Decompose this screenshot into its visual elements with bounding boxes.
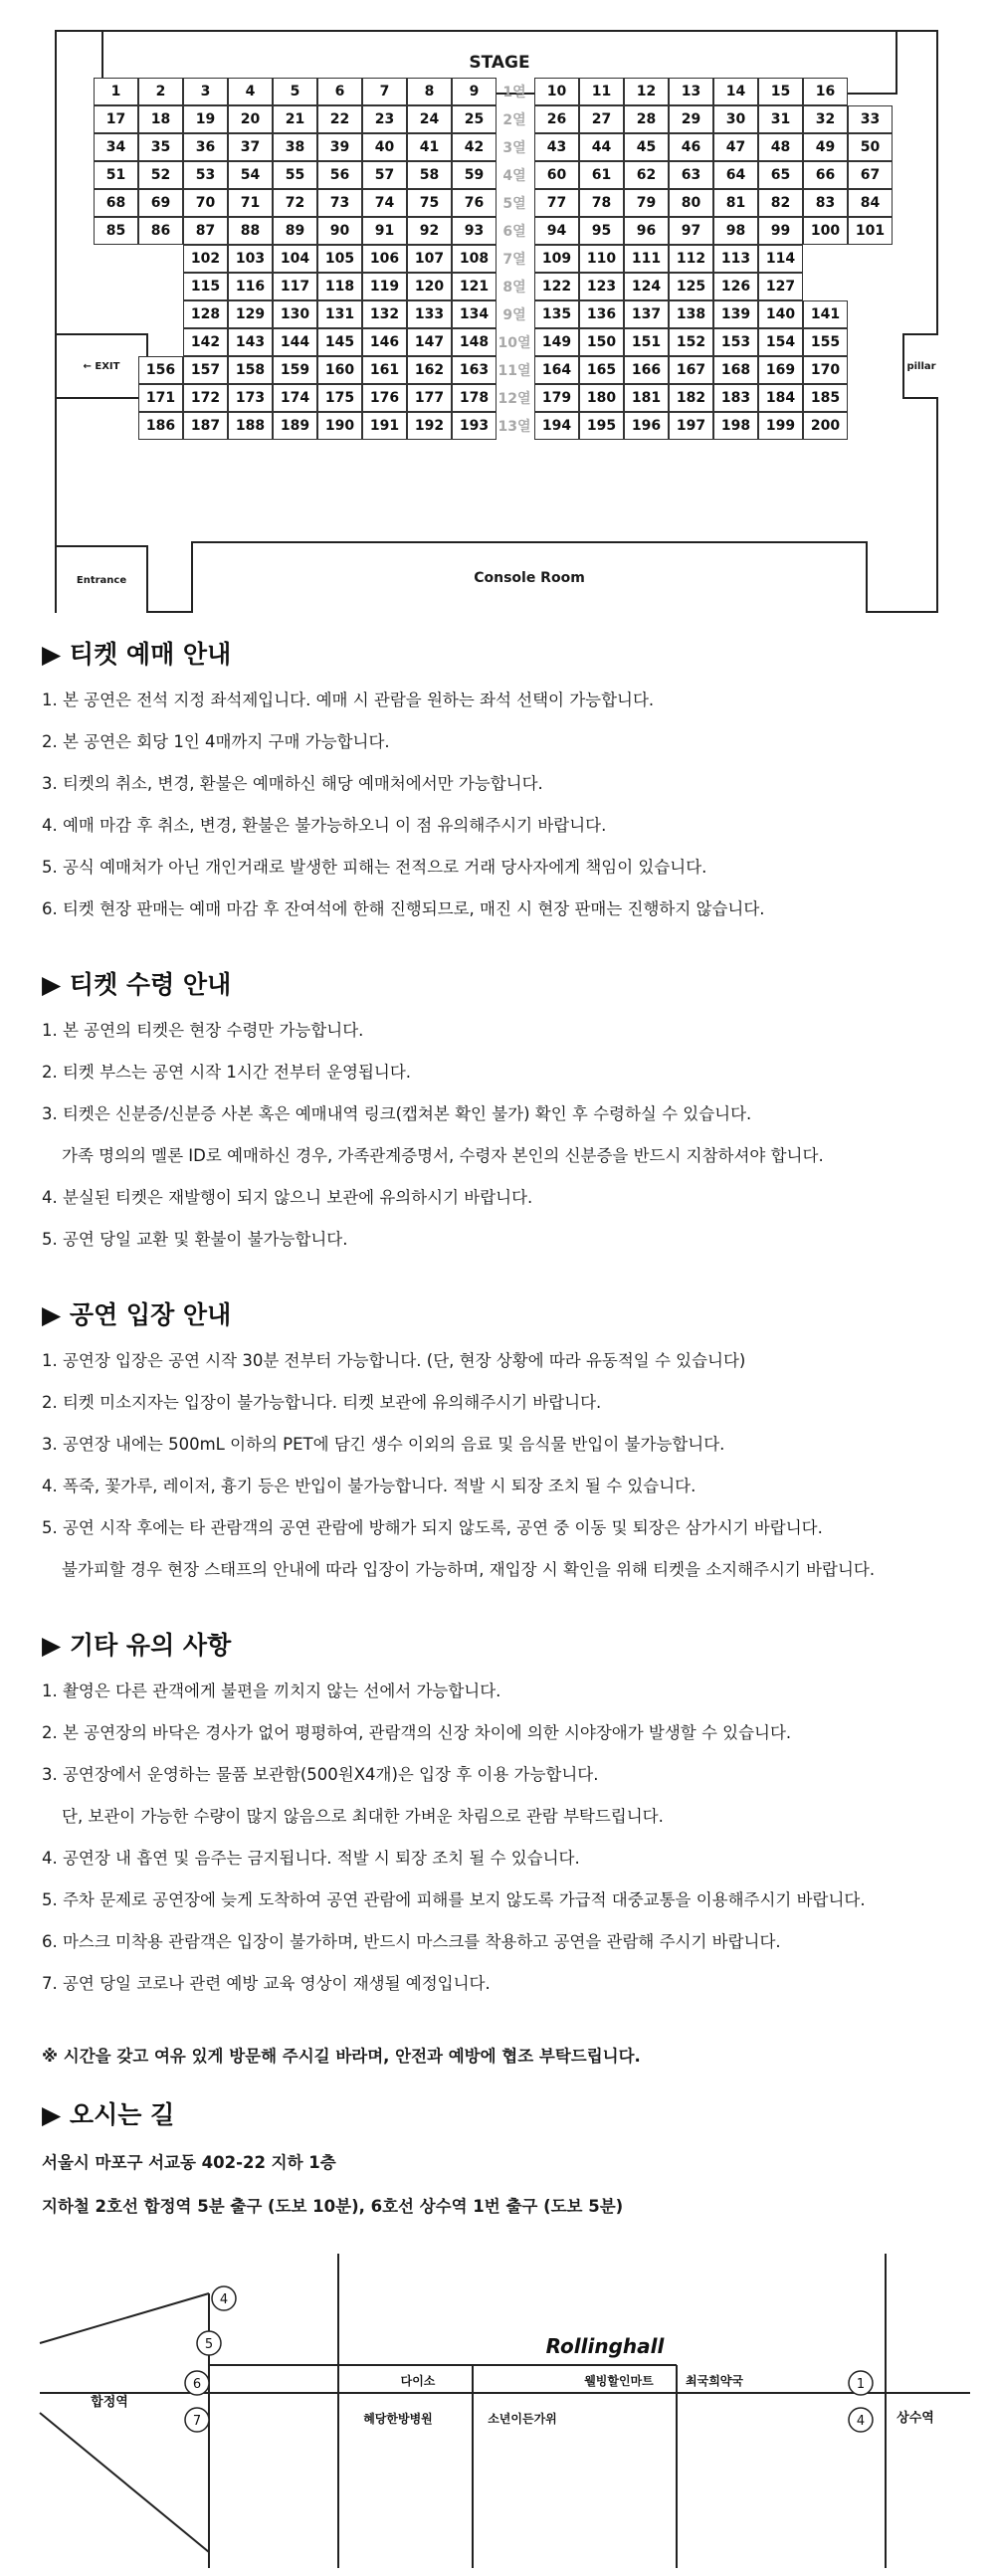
- entry-item: 5. 공연 시작 후에는 타 관람객의 공연 관람에 방해가 되지 않도록, 공연 중 이동 및 퇴장은 삼가시기 바랍니다.: [42, 1518, 823, 1537]
- seat: 147: [407, 328, 452, 356]
- other-item: 2. 본 공연장의 바닥은 경사가 없어 평평하여, 관람객의 신장 차이에 의한 시야장애가 발생할 수 있습니다.: [42, 1723, 792, 1742]
- seat: 78: [579, 189, 624, 217]
- seat: 129: [228, 300, 273, 328]
- section-title-other: ▶ 기타 유의 사항: [42, 1631, 232, 1660]
- seat: 191: [362, 412, 407, 440]
- seat: 120: [407, 273, 452, 300]
- seat: 21: [273, 105, 317, 133]
- row-label: 7열: [502, 252, 526, 268]
- transit-info: 지하철 2호선 합정역 5분 출구 (도보 10분), 6호선 상수역 1번 출구 (도보 5분): [42, 2197, 624, 2216]
- section-title-ticket-booking: ▶ 티켓 예매 안내: [42, 640, 232, 669]
- seat: 13: [669, 78, 713, 105]
- seat: 161: [362, 356, 407, 384]
- seat: 111: [624, 245, 669, 273]
- seat: 142: [183, 328, 228, 356]
- seat: 194: [534, 412, 579, 440]
- seat: 49: [803, 133, 848, 161]
- pickup-item: 1. 본 공연의 티켓은 현장 수령만 가능합니다.: [42, 1021, 364, 1040]
- seat: 38: [273, 133, 317, 161]
- seat: 184: [758, 384, 803, 412]
- seat: 123: [579, 273, 624, 300]
- exit-sign: ← EXIT: [57, 333, 148, 399]
- seat: 180: [579, 384, 624, 412]
- seat: 188: [228, 412, 273, 440]
- seat: 90: [317, 217, 362, 245]
- seat: 37: [228, 133, 273, 161]
- seat: 71: [228, 189, 273, 217]
- exit-number: 7: [192, 2414, 202, 2429]
- other-item: 단, 보관이 가능한 수량이 많지 않음으로 최대한 가벼운 차림으로 관람 부탁드립니다.: [62, 1807, 664, 1826]
- seat: 83: [803, 189, 848, 217]
- seat: 100: [803, 217, 848, 245]
- row-label: 10열: [498, 335, 531, 351]
- row-label: 3열: [502, 140, 526, 156]
- seat: 164: [534, 356, 579, 384]
- seat: 29: [669, 105, 713, 133]
- seat: 46: [669, 133, 713, 161]
- seat: 50: [848, 133, 893, 161]
- booking-item: 3. 티켓의 취소, 변경, 환불은 예매하신 해당 예매처에서만 가능합니다.: [42, 774, 543, 793]
- venue-rollinghall: Rollinghall: [545, 2334, 665, 2358]
- seat: 156: [138, 356, 183, 384]
- seat: 70: [183, 189, 228, 217]
- seat: 62: [624, 161, 669, 189]
- booking-item: 5. 공식 예매처가 아닌 개인거래로 발생한 피해는 전적으로 거래 당사자에게 책임이 있습니다.: [42, 858, 707, 877]
- other-item: 1. 촬영은 다른 관객에게 불편을 끼치지 않는 선에서 가능합니다.: [42, 1682, 501, 1700]
- seat: 56: [317, 161, 362, 189]
- seat: 1: [94, 78, 138, 105]
- seat: 133: [407, 300, 452, 328]
- seat: 160: [317, 356, 362, 384]
- entry-item: 1. 공연장 입장은 공연 시작 30분 전부터 가능합니다. (단, 현장 상황에 따라 유동적일 수 있습니다): [42, 1351, 746, 1370]
- seat: 141: [803, 300, 848, 328]
- seat: 105: [317, 245, 362, 273]
- entry-item: 불가피할 경우 현장 스태프의 안내에 따라 입장이 가능하며, 재입장 시 확인을 위해 티켓을 소지해주시기 바랍니다.: [62, 1560, 876, 1579]
- seat: 9: [452, 78, 497, 105]
- seat: 20: [228, 105, 273, 133]
- exit-1-sangsu-marker: [849, 2371, 873, 2395]
- seat: 106: [362, 245, 407, 273]
- hospital-label: 혜당한방병원: [363, 2412, 433, 2426]
- seat: 165: [579, 356, 624, 384]
- other-item: 3. 공연장에서 운영하는 물품 보관함(500원X4개)은 입장 후 이용 가능합니다.: [42, 1765, 599, 1784]
- seat: 128: [183, 300, 228, 328]
- seat: 172: [183, 384, 228, 412]
- seat: 16: [803, 78, 848, 105]
- seat: 190: [317, 412, 362, 440]
- console-room: Console Room: [191, 541, 868, 613]
- seat: 181: [624, 384, 669, 412]
- seat: 87: [183, 217, 228, 245]
- seat: 102: [183, 245, 228, 273]
- seat: 3: [183, 78, 228, 105]
- seat: 79: [624, 189, 669, 217]
- exit-5-marker: [197, 2331, 221, 2355]
- pickup-item: 3. 티켓은 신분증/신분증 사본 혹은 예매내역 링크(캡쳐본 확인 불가) 확인 후 수령하실 수 있습니다.: [42, 1104, 752, 1123]
- pillar: pillar: [902, 333, 938, 399]
- seat: 11: [579, 78, 624, 105]
- pickup-item: 5. 공연 당일 교환 및 환불이 불가능합니다.: [42, 1230, 348, 1249]
- route-map: [0, 2254, 995, 2572]
- seat: 130: [273, 300, 317, 328]
- seat: 185: [803, 384, 848, 412]
- seat: 179: [534, 384, 579, 412]
- section-title-ticket-pickup: ▶ 티켓 수령 안내: [42, 970, 232, 999]
- exit-number: 4: [219, 2292, 229, 2307]
- seat: 98: [713, 217, 758, 245]
- row-label: 11열: [498, 363, 531, 379]
- pickup-item: 4. 분실된 티켓은 재발행이 되지 않으니 보관에 유의하시기 바랍니다.: [42, 1188, 533, 1207]
- seat: 53: [183, 161, 228, 189]
- seat: 193: [452, 412, 497, 440]
- seat: 14: [713, 78, 758, 105]
- seat: 134: [452, 300, 497, 328]
- seat: 127: [758, 273, 803, 300]
- seat: 65: [758, 161, 803, 189]
- section-title-entry: ▶ 공연 입장 안내: [42, 1300, 232, 1329]
- seat: 58: [407, 161, 452, 189]
- seat: 115: [183, 273, 228, 300]
- entry-item: 3. 공연장 내에는 500mL 이하의 PET에 담긴 생수 이외의 음료 및 음식물 반입이 불가능합니다.: [42, 1435, 725, 1454]
- seat: 155: [803, 328, 848, 356]
- seat: 17: [94, 105, 138, 133]
- seat: 93: [452, 217, 497, 245]
- seat: 34: [94, 133, 138, 161]
- seat: 163: [452, 356, 497, 384]
- seat: 177: [407, 384, 452, 412]
- seat: 157: [183, 356, 228, 384]
- seat: 95: [579, 217, 624, 245]
- seat: 30: [713, 105, 758, 133]
- seat: 104: [273, 245, 317, 273]
- seat: 198: [713, 412, 758, 440]
- seat: 7: [362, 78, 407, 105]
- seat: 33: [848, 105, 893, 133]
- seat: 143: [228, 328, 273, 356]
- exit-4-hapjeong-marker: [212, 2286, 236, 2310]
- seat: 176: [362, 384, 407, 412]
- seat: 170: [803, 356, 848, 384]
- seat: 67: [848, 161, 893, 189]
- seat: 189: [273, 412, 317, 440]
- seat: 119: [362, 273, 407, 300]
- seat: 113: [713, 245, 758, 273]
- other-item: 5. 주차 문제로 공연장에 늦게 도착하여 공연 관람에 피해를 보지 않도록 가급적 대중교통을 이용해주시기 바랍니다.: [42, 1890, 866, 1909]
- seat: 24: [407, 105, 452, 133]
- seat: 45: [624, 133, 669, 161]
- row-label: 9열: [502, 307, 526, 323]
- seat: 152: [669, 328, 713, 356]
- seat: 86: [138, 217, 183, 245]
- seat: 171: [138, 384, 183, 412]
- pickup-item: 2. 티켓 부스는 공연 시작 1시간 전부터 운영됩니다.: [42, 1063, 412, 1082]
- pharmacy-label: 최국희약국: [686, 2374, 743, 2388]
- other-item: 6. 마스크 미착용 관람객은 입장이 불가하며, 반드시 마스크를 착용하고 공연을 관람해 주시기 바랍니다.: [42, 1932, 781, 1951]
- seat: 192: [407, 412, 452, 440]
- seat: 114: [758, 245, 803, 273]
- seat: 12: [624, 78, 669, 105]
- seat: 99: [758, 217, 803, 245]
- seat: 76: [452, 189, 497, 217]
- seat: 25: [452, 105, 497, 133]
- seat: 64: [713, 161, 758, 189]
- seat: 73: [317, 189, 362, 217]
- seat: 60: [534, 161, 579, 189]
- seat: 84: [848, 189, 893, 217]
- seat: 117: [273, 273, 317, 300]
- seat: 173: [228, 384, 273, 412]
- seat: 6: [317, 78, 362, 105]
- seat: 52: [138, 161, 183, 189]
- seat: 10: [534, 78, 579, 105]
- seat: 151: [624, 328, 669, 356]
- seat: 116: [228, 273, 273, 300]
- seat: 186: [138, 412, 183, 440]
- seat: 91: [362, 217, 407, 245]
- seat: 182: [669, 384, 713, 412]
- seat: 54: [228, 161, 273, 189]
- seat: 110: [579, 245, 624, 273]
- seat: 174: [273, 384, 317, 412]
- seat: 68: [94, 189, 138, 217]
- seat: 168: [713, 356, 758, 384]
- booking-item: 1. 본 공연은 전석 지정 좌석제입니다. 예매 시 관람을 원하는 좌석 선택이 가능합니다.: [42, 691, 655, 709]
- daiso-label: 다이소: [400, 2374, 436, 2388]
- seat: 5: [273, 78, 317, 105]
- seat: 81: [713, 189, 758, 217]
- entrance: Entrance: [57, 545, 148, 613]
- seat: 69: [138, 189, 183, 217]
- seat: 132: [362, 300, 407, 328]
- pcroom-label: 소년이든가위: [488, 2412, 557, 2426]
- seat: 28: [624, 105, 669, 133]
- seat: 169: [758, 356, 803, 384]
- seat: 26: [534, 105, 579, 133]
- hapjeong-station: 합정역: [91, 2395, 128, 2410]
- seat: 187: [183, 412, 228, 440]
- seat: 200: [803, 412, 848, 440]
- row-label: 13열: [498, 419, 531, 435]
- seat: 88: [228, 217, 273, 245]
- seat: 118: [317, 273, 362, 300]
- seat: 175: [317, 384, 362, 412]
- seat: 109: [534, 245, 579, 273]
- seat: 57: [362, 161, 407, 189]
- seat: 162: [407, 356, 452, 384]
- seat: 61: [579, 161, 624, 189]
- seat: 199: [758, 412, 803, 440]
- seat: 107: [407, 245, 452, 273]
- seat: 4: [228, 78, 273, 105]
- address: 서울시 마포구 서교동 402-22 지하 1층: [42, 2153, 336, 2172]
- seat: 2: [138, 78, 183, 105]
- seat: 154: [758, 328, 803, 356]
- seat-map: [55, 30, 938, 613]
- seat: 150: [579, 328, 624, 356]
- seat: 39: [317, 133, 362, 161]
- mart-label: 웰빙할인마트: [584, 2374, 654, 2388]
- seat: 47: [713, 133, 758, 161]
- seat: 19: [183, 105, 228, 133]
- seat: 31: [758, 105, 803, 133]
- seat: 15: [758, 78, 803, 105]
- row-label: 5열: [502, 196, 526, 212]
- seat: 27: [579, 105, 624, 133]
- sangsu-station: 상수역: [896, 2411, 934, 2426]
- seat: 40: [362, 133, 407, 161]
- seat: 122: [534, 273, 579, 300]
- seat: 42: [452, 133, 497, 161]
- seat: 158: [228, 356, 273, 384]
- row-label: 1열: [502, 85, 526, 100]
- seat: 101: [848, 217, 893, 245]
- seat: 196: [624, 412, 669, 440]
- seat: 145: [317, 328, 362, 356]
- seat: 75: [407, 189, 452, 217]
- seat: 183: [713, 384, 758, 412]
- seat: 48: [758, 133, 803, 161]
- seat: 32: [803, 105, 848, 133]
- seat: 126: [713, 273, 758, 300]
- seat: 82: [758, 189, 803, 217]
- seat: 89: [273, 217, 317, 245]
- seat: 140: [758, 300, 803, 328]
- row-label: 4열: [502, 168, 526, 184]
- seat: 63: [669, 161, 713, 189]
- seat: 72: [273, 189, 317, 217]
- seat: 166: [624, 356, 669, 384]
- stage: STAGE: [101, 32, 897, 95]
- seat: 66: [803, 161, 848, 189]
- seat: 36: [183, 133, 228, 161]
- seat: 136: [579, 300, 624, 328]
- seat: 77: [534, 189, 579, 217]
- seat: 74: [362, 189, 407, 217]
- booking-item: 2. 본 공연은 회당 1인 4매까지 구매 가능합니다.: [42, 732, 390, 751]
- seat: 85: [94, 217, 138, 245]
- seat: 146: [362, 328, 407, 356]
- seat: 131: [317, 300, 362, 328]
- seat: 44: [579, 133, 624, 161]
- seat: 178: [452, 384, 497, 412]
- pickup-item: 가족 명의의 멜론 ID로 예매하신 경우, 가족관계증명서, 수령자 본인의 신분증을 반드시 지참하셔야 합니다.: [62, 1146, 824, 1165]
- row-label: 6열: [502, 224, 526, 240]
- exit-4-sangsu-marker: [849, 2408, 873, 2432]
- seat: 139: [713, 300, 758, 328]
- seat: 43: [534, 133, 579, 161]
- seat: 121: [452, 273, 497, 300]
- seat: 94: [534, 217, 579, 245]
- seat: 138: [669, 300, 713, 328]
- seat: 125: [669, 273, 713, 300]
- booking-item: 4. 예매 마감 후 취소, 변경, 환불은 불가능하오니 이 점 유의해주시기 바랍니다.: [42, 816, 607, 835]
- visit-note: ※ 시간을 갖고 여유 있게 방문해 주시길 바라며, 안전과 예방에 협조 부탁드립니다.: [42, 2046, 641, 2066]
- seat: 197: [669, 412, 713, 440]
- seat: 124: [624, 273, 669, 300]
- seat: 159: [273, 356, 317, 384]
- seat: 137: [624, 300, 669, 328]
- seat: 103: [228, 245, 273, 273]
- other-item: 4. 공연장 내 흡연 및 음주는 금지됩니다. 적발 시 퇴장 조치 될 수 있습니다.: [42, 1849, 580, 1868]
- seat: 55: [273, 161, 317, 189]
- seat: 148: [452, 328, 497, 356]
- other-item: 7. 공연 당일 코로나 관련 예방 교육 영상이 재생될 예정입니다.: [42, 1974, 491, 1993]
- seat: 135: [534, 300, 579, 328]
- seat: 18: [138, 105, 183, 133]
- booking-item: 6. 티켓 현장 판매는 예매 마감 후 잔여석에 한해 진행되므로, 매진 시 현장 판매는 진행하지 않습니다.: [42, 899, 765, 918]
- seat: 144: [273, 328, 317, 356]
- seat: 41: [407, 133, 452, 161]
- seat: 92: [407, 217, 452, 245]
- seat: 8: [407, 78, 452, 105]
- seat: 96: [624, 217, 669, 245]
- exit-7-marker: [185, 2408, 209, 2432]
- seat: 51: [94, 161, 138, 189]
- row-label: 12열: [498, 391, 531, 407]
- seat: 80: [669, 189, 713, 217]
- exit-number: 1: [856, 2377, 866, 2392]
- row-label: 8열: [502, 280, 526, 296]
- exit-number: 4: [856, 2414, 866, 2429]
- entry-item: 4. 폭죽, 꽃가루, 레이저, 흉기 등은 반입이 불가능합니다. 적발 시 퇴장 조치 될 수 있습니다.: [42, 1477, 696, 1495]
- seat: 149: [534, 328, 579, 356]
- seat: 195: [579, 412, 624, 440]
- exit-6-marker: [185, 2371, 209, 2395]
- seat: 167: [669, 356, 713, 384]
- seat: 35: [138, 133, 183, 161]
- seat: 23: [362, 105, 407, 133]
- entry-item: 2. 티켓 미소지자는 입장이 불가능합니다. 티켓 보관에 유의해주시기 바랍니다.: [42, 1393, 602, 1412]
- exit-number: 5: [204, 2337, 214, 2352]
- exit-number: 6: [192, 2377, 202, 2392]
- seat: 59: [452, 161, 497, 189]
- section-title-directions: ▶ 오시는 길: [42, 2100, 175, 2129]
- row-label: 2열: [502, 112, 526, 128]
- seat: 108: [452, 245, 497, 273]
- seat: 22: [317, 105, 362, 133]
- seat: 112: [669, 245, 713, 273]
- seat: 97: [669, 217, 713, 245]
- seat: 153: [713, 328, 758, 356]
